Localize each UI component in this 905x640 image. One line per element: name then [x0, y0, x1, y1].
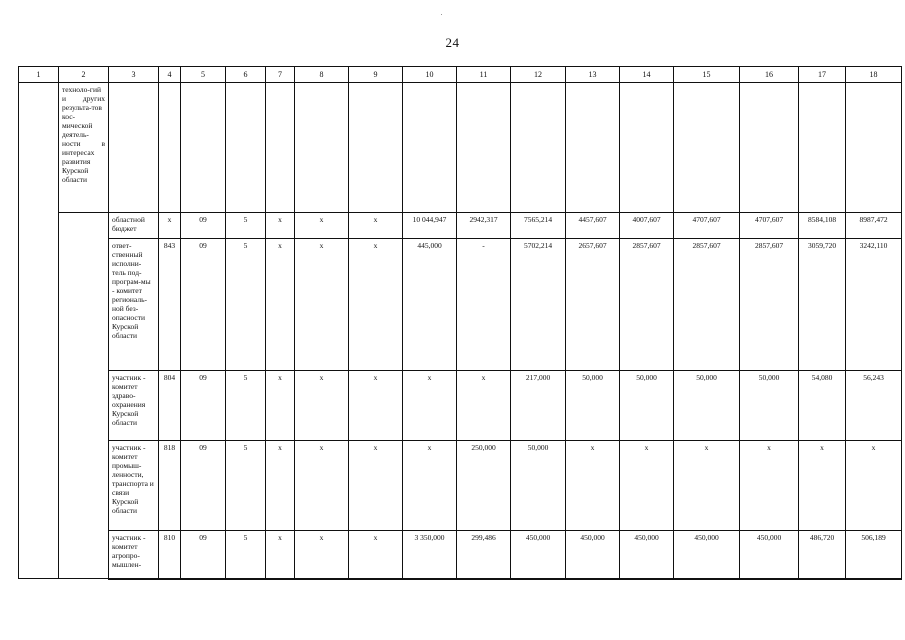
table-cell: x [349, 441, 403, 531]
header-cell: 5 [181, 67, 226, 83]
table-cell: x [403, 371, 457, 441]
table-cell: 5 [226, 441, 266, 531]
table-cell [674, 83, 740, 213]
table-cell: x [403, 441, 457, 531]
table-cell: x [349, 371, 403, 441]
table-cell: 450,000 [566, 531, 620, 579]
table-cell: 5 [226, 213, 266, 239]
table-cell: 09 [181, 531, 226, 579]
table-cell: 5702,214 [511, 239, 566, 371]
table-cell: x [266, 239, 295, 371]
budget-table [18, 66, 902, 580]
funding-source: участник - комитет здраво-охранения Курской области [109, 371, 159, 441]
table-cell: x [349, 531, 403, 579]
table-cell: 4707,607 [740, 213, 799, 239]
table-cell: 50,000 [620, 371, 674, 441]
table-cell: x [295, 371, 349, 441]
header-cell: 10 [403, 67, 457, 83]
table-cell [295, 83, 349, 213]
table-cell: x [266, 371, 295, 441]
table-cell: 2942,317 [457, 213, 511, 239]
header-cell: 2 [59, 67, 109, 83]
table-cell: 10 044,947 [403, 213, 457, 239]
table-cell: 250,000 [457, 441, 511, 531]
table-cell [266, 83, 295, 213]
scan-speck [441, 14, 442, 15]
table-cell: 50,000 [674, 371, 740, 441]
table-cell: x [295, 239, 349, 371]
table-cell: x [674, 441, 740, 531]
table-cell: 50,000 [511, 441, 566, 531]
table-row [19, 531, 902, 579]
table-cell: 09 [181, 239, 226, 371]
header-cell: 7 [266, 67, 295, 83]
table-cell: 450,000 [740, 531, 799, 579]
table-cell: 56,243 [846, 371, 902, 441]
table-cell: x [295, 441, 349, 531]
table-cell: 299,486 [457, 531, 511, 579]
table-cell: x [349, 239, 403, 371]
table-cell: 4007,607 [620, 213, 674, 239]
table-cell [109, 83, 159, 213]
table-cell [457, 83, 511, 213]
header-cell: 9 [349, 67, 403, 83]
table-cell: x [566, 441, 620, 531]
header-row [19, 67, 902, 83]
table-cell: x [295, 531, 349, 579]
funding-source: областной бюджет [109, 213, 159, 239]
header-cell: 11 [457, 67, 511, 83]
table-cell: 450,000 [620, 531, 674, 579]
table-cell: 5 [226, 531, 266, 579]
table-cell [620, 83, 674, 213]
table-cell: x [349, 213, 403, 239]
table-cell: 2857,607 [740, 239, 799, 371]
table-cell [566, 83, 620, 213]
table-cell: - [457, 239, 511, 371]
table-cell [181, 83, 226, 213]
header-cell: 6 [226, 67, 266, 83]
table-cell: 843 [159, 239, 181, 371]
table-cell: 54,080 [799, 371, 846, 441]
funding-source: участник - комитет агропро-мышлен- [109, 531, 159, 579]
table-cell: 4457,607 [566, 213, 620, 239]
header-cell: 12 [511, 67, 566, 83]
table-cell: x [266, 531, 295, 579]
table-cell: 09 [181, 213, 226, 239]
table-cell: 2857,607 [620, 239, 674, 371]
table-cell: 445,000 [403, 239, 457, 371]
header-cell: 14 [620, 67, 674, 83]
header-cell: 15 [674, 67, 740, 83]
table-cell: 5 [226, 371, 266, 441]
table-cell: x [295, 213, 349, 239]
table-cell: x [266, 441, 295, 531]
header-cell: 13 [566, 67, 620, 83]
table-cell [159, 83, 181, 213]
table-cell: 09 [181, 371, 226, 441]
table-cell: 450,000 [674, 531, 740, 579]
funding-source: ответ-ственный исполни-тель под-програм-мы - комитет региональ-ной без-опасности Курской области [109, 239, 159, 371]
table-cell: 810 [159, 531, 181, 579]
header-cell: 8 [295, 67, 349, 83]
table-row [19, 83, 902, 213]
table-cell: x [457, 371, 511, 441]
table-cell [226, 83, 266, 213]
header-cell: 4 [159, 67, 181, 83]
table-cell: 3 350,000 [403, 531, 457, 579]
page-number: 24 [445, 35, 460, 50]
table-cell: 818 [159, 441, 181, 531]
table-cell [59, 213, 109, 579]
table-cell: 217,000 [511, 371, 566, 441]
table-cell [799, 83, 846, 213]
table-cell: 450,000 [511, 531, 566, 579]
table-cell: 3242,110 [846, 239, 902, 371]
table-cell: 7565,214 [511, 213, 566, 239]
funding-source: участник - комитет промыш-ленности, транспорта и связи Курской области [109, 441, 159, 531]
table-cell: 486,720 [799, 531, 846, 579]
table-cell: 8987,472 [846, 213, 902, 239]
table-cell: 09 [181, 441, 226, 531]
header-cell: 1 [19, 67, 59, 83]
topic-cell: техноло-гий и других результа-тов кос-мической деятель-ности в интересах развития Курской области [59, 83, 109, 213]
table-cell: 4707,607 [674, 213, 740, 239]
header-cell: 18 [846, 67, 902, 83]
table-cell: x [159, 213, 181, 239]
table-cell [846, 83, 902, 213]
table-cell: x [620, 441, 674, 531]
table-cell: 8584,108 [799, 213, 846, 239]
table-row [19, 239, 902, 371]
table-cell: x [740, 441, 799, 531]
table-cell: 50,000 [566, 371, 620, 441]
header-cell: 3 [109, 67, 159, 83]
table-cell: 506,189 [846, 531, 902, 579]
table-row [19, 441, 902, 531]
table-cell: 2857,607 [674, 239, 740, 371]
table-row [19, 213, 902, 239]
table-cell: 2657,607 [566, 239, 620, 371]
table-cell: 5 [226, 239, 266, 371]
table-cell: x [799, 441, 846, 531]
table-cell: 3059,720 [799, 239, 846, 371]
table-cell: x [846, 441, 902, 531]
table-cell [19, 83, 59, 579]
table-cell: 804 [159, 371, 181, 441]
header-cell: 16 [740, 67, 799, 83]
table-cell [740, 83, 799, 213]
table-cell [403, 83, 457, 213]
header-cell: 17 [799, 67, 846, 83]
table-row [19, 371, 902, 441]
table-cell: x [266, 213, 295, 239]
table-cell: 50,000 [740, 371, 799, 441]
table-cell [349, 83, 403, 213]
table-cell [511, 83, 566, 213]
